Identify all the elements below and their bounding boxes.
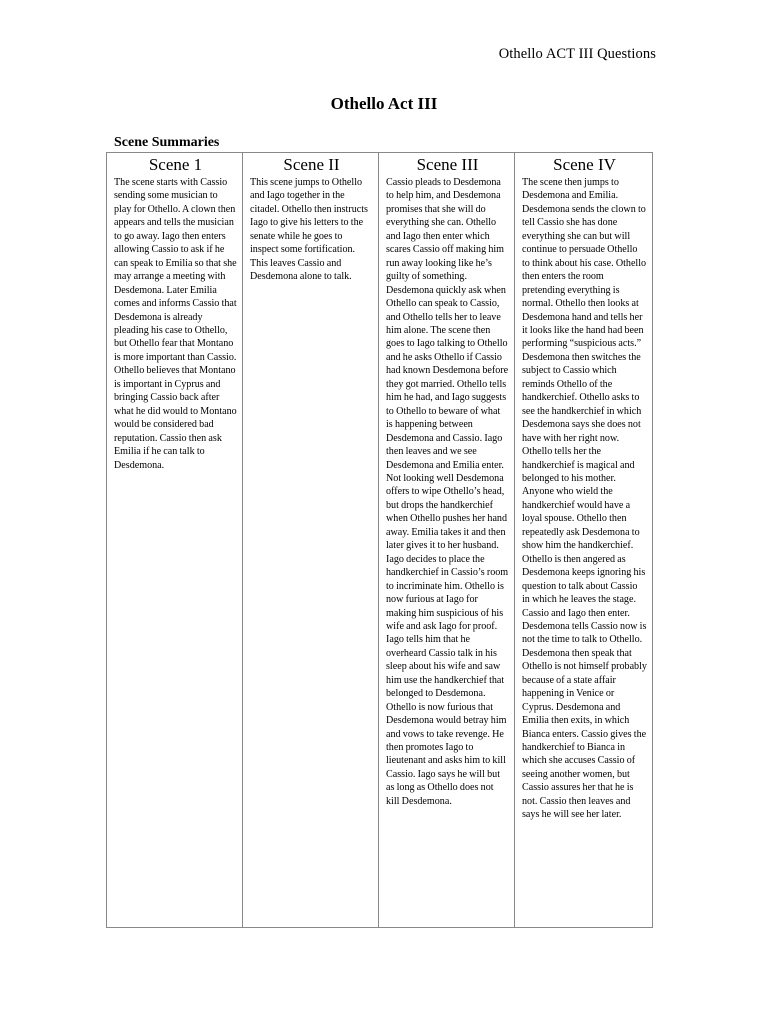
section-heading: Scene Summaries	[114, 135, 220, 150]
scene-cell	[515, 153, 653, 928]
scene-heading: Scene III	[416, 155, 479, 174]
scene-summary-text: The scene starts with Cassio sending some musician to play for Othello. A clown then appears and tells the musician to go away. Iago then enters allowing Cassio to ask if he can speak to Emilia so that she may arrange a meeting with Desdemona. Later Emilia comes and informs Cassio that Desdemona is already pleading his case to Othello, but Othello fear that Montano is more important than Cassio. Othello believes that Montano is important in Cyprus and bringing Cassio back after what he did would to Montano would be considered bad reputation. Cassio then ask Emilia if he can talk to Desdemona.	[114, 177, 237, 471]
scene-summary-text: This scene jumps to Othello and Iago together in the citadel. Othello then instructs Iago to give his letters to the senate while he goes to inspect some fortification. This leaves Cassio and Desdemona alone to talk.	[250, 177, 368, 283]
scene-cell	[379, 153, 515, 928]
document-title: Othello Act III	[330, 94, 438, 113]
scene-summary-text: The scene then jumps to Desdemona and Emilia. Desdemona sends the clown to tell Cassio she has done everything she can but will continue to persuade Othello to think about his case. Othello then enters the room pretending everything is normal. Othello then looks at Desdemona hand and tells her it looks like the hand had been performing “suspicious acts.” Desdemona then switches the subject to Cassio which reminds Othello of the handkerchief. Othello asks to see the handkerchief in which Desdemona says she does not have with her right now. Othello tells her the handkerchief is magical and belonged to his mother. Anyone who wield the handkerchief would have a loyal spouse. Othello then repeatedly ask Desdemona to show him the handkerchief. Othello is then angered as Desdemona keeps ignoring his question to talk about Cassio in which he leaves the stage. Cassio and Iago then enter. Desdemona tells Cassio now is not the time to talk to Othello. Desdemona then speak that Othello is not himself probably because of a state affair happening in Venice or Cyprus. Desdemona and Emilia then exits, in which Bianca enters. Cassio gives the handkerchief to Bianca in which she accuses Cassio of seeing another women, but Cassio assures her that he is not. Cassio then leaves and says he will see her later.	[522, 177, 647, 821]
scene-heading: Scene II	[283, 155, 340, 174]
scene-heading: Scene IV	[553, 155, 616, 174]
scene-cell	[243, 153, 379, 928]
scene-heading: Scene 1	[148, 155, 203, 174]
scene-summaries-table	[106, 152, 653, 928]
page-header: Othello ACT III Questions	[498, 46, 656, 62]
scene-cell	[107, 153, 243, 928]
table-row	[107, 153, 653, 928]
scene-summary-text: Cassio pleads to Desdemona to help him, and Desdemona promises that she will do everything she can. Othello and Iago then enter which scares Cassio off making him run away looking like he’s guilty of something. Desdemona quickly ask when Othello can speak to Cassio, and Othello tells her to leave him alone. The scene then goes to Iago talking to Othello and he asks Othello if Cassio had known Desdemona before they got married. Othello tells him he had, and Iago suggests to Othello to beware of what is happening between Desdemona and Cassio. Iago then leaves and we see Desdemona and Emilia enter. Not looking well Desdemona offers to wipe Othello’s head, but drops the handkerchief when Othello pushes her hand away. Emilia takes it and then later gives it to her husband. Iago decides to place the handkerchief in Cassio’s room to incriminate him. Othello is now furious at Iago for making him suspicious of his wife and ask Iago for proof. Iago tells him that he overheard Cassio talk in his sleep about his wife and saw him use the handkerchief that belonged to Desdemona. Othello is now furious that Desdemona would betray him and vows to take revenge. He then promotes Iago to lieutenant and asks him to kill Cassio. Iago says he will but as long as Othello does not kill Desdemona.	[386, 177, 509, 807]
